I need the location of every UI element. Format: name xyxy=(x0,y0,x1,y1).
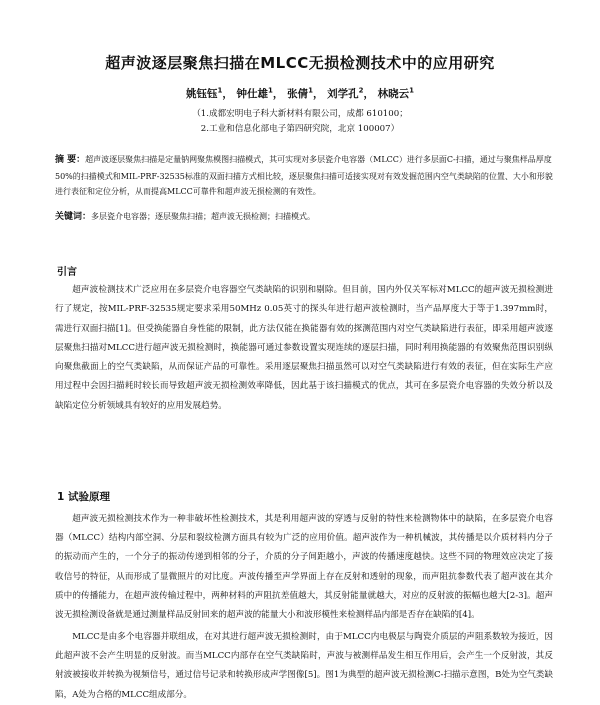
author-name: 张倩 xyxy=(287,88,309,100)
author-affil-mark: 1 xyxy=(409,86,414,95)
author-affil-mark: 2 xyxy=(358,86,364,95)
keywords-label: 关键词： xyxy=(55,212,92,222)
author-affil-mark: 1 xyxy=(268,86,273,95)
section1-paragraph-2: MLCC是由多个电容器并联组成，在对其进行超声波无损检测时，由于MLCC内电极层与陶瓷介质层的声阻系数较为接近，因此超声波不会产生明显的反射波。而当MLCC内部存在空气类缺陷时，声波与被测样品发生相互作用后，会产生一个反射波，其反射波被接收并转换为视频信号，通过信号记录和转换形成声学图像[5]。图1为典型的超声波无损检测C-扫描示意图，B处为空气类缺陷，A处为合格的MLCC组成部分。 xyxy=(55,632,553,700)
author-name: 林晓云 xyxy=(377,88,410,100)
abstract-label: 摘 要： xyxy=(55,155,86,165)
author-name: 刘学孔 xyxy=(327,88,359,100)
paper-title: 超声波逐层聚焦扫描在MLCC无损检测技术中的应用研究 xyxy=(105,54,495,72)
section1-paragraph-1: 超声波无损检测技术作为一种非破坏性检测技术，其是利用超声波的穿透与反射的特性来检测物体中的缺陷，在多层瓷介电容器（MLCC）结构内部空洞、分层和裂纹检测方面具有较为广泛的应用价值。超声波作为一种机械波，其传播是以介质材料内分子的振动而产生的，一个分子的振动传递到相邻的分子，介质的分子间距越小，声波的传播速度越快。这些不同的物理效应决定了接收信号的特征，从而形成了显微照片的对比度。声波传播至声学界面上存在反射和透射的现象，而声阻抗参数代表了超声波在其介质中的传播能力，在超声波传输过程中，两种材料的声阻抗差值越大，其反射能量就越大，对应的反射波的振幅也越大[2-3]。超声波无损检测设备就是通过测量样品反射回来的超声波的能量大小和波形模性来检测样品内部是否存在缺陷的[4]。 xyxy=(55,514,553,621)
intro-paragraph: 超声波检测技术广泛应用在多层瓷介电容器空气类缺陷的识别和剔除。但目前，国内外仅关军标对MLCC的超声波无损检测进行了规定，按MIL-PRF-32535规定要求采用50MHz 0.05英寸的探头年进行超声波检测时，当产品厚度大于等于1.397mm时，需进行双面扫描[1]。但受换能器自身性能的限制，此方法仅能在换能器有效的探测范围内对空气类缺陷进行表征，即采用超声波逐层聚焦扫描对MLCC进行超声波无损检测时，换能器可通过参数设置实现连续的逐层扫描，同时利用换能器的有效聚焦范围识别纵向聚焦截面上的空气类缺陷，从而保证产品的可靠性。采用逐层聚焦扫描虽然可以对空气类缺陷进行有效的表征，但在实际生产应用过程中会因扫描耗时较长而导致超声波无损检测效率降低，因此基于该扫描模式的优点，其可在多层瓷介电容器的失效分析以及缺陷定位分析领域具有较好的应用发展趋势。 xyxy=(55,285,553,411)
keywords xyxy=(55,210,553,224)
author-list: 姚钰钰$^1$， 钟仕雄$^1$， 张倩$^1$， 刘学孔$^2$， 林晓云$^1$ xyxy=(186,86,414,100)
affiliation-2: 2.工业和信息化部电子第四研究院，北京 100007） xyxy=(200,124,400,134)
abstract xyxy=(55,152,553,200)
author-name: 钟仕雄 xyxy=(236,88,269,100)
intro-heading: 引言 xyxy=(57,267,77,278)
author-affil-mark: 1 xyxy=(217,86,223,95)
section1-heading: 1 试验原理 xyxy=(57,491,110,503)
keywords-text: 多层瓷介电容器；逐层聚焦扫描；超声波无损检测；扫描模式。 xyxy=(91,212,316,221)
author-affil-mark: 1 xyxy=(308,86,313,95)
author-name: 姚钰钰 xyxy=(186,88,218,100)
affiliation-1: （1.成都宏明电子科大新材料有限公司，成都 610100； xyxy=(192,109,408,119)
abstract-text: 超声波逐层聚焦扫描是定量钠网聚焦模图扫描模式，其可实现对多层瓷介电容器（MLCC）进行多层面C-扫描，通过与聚焦样品厚度50%的扫描模式和MIL-PRF-32535标准的双面扫描方式相比较，逐层聚焦扫描可适接实现对有效发掘范围内空气类缺陷的位置、大小和形貌进行表征和定位分析，从而提高MLCC可靠件和超声波无损检测的有效性。 xyxy=(55,155,553,197)
